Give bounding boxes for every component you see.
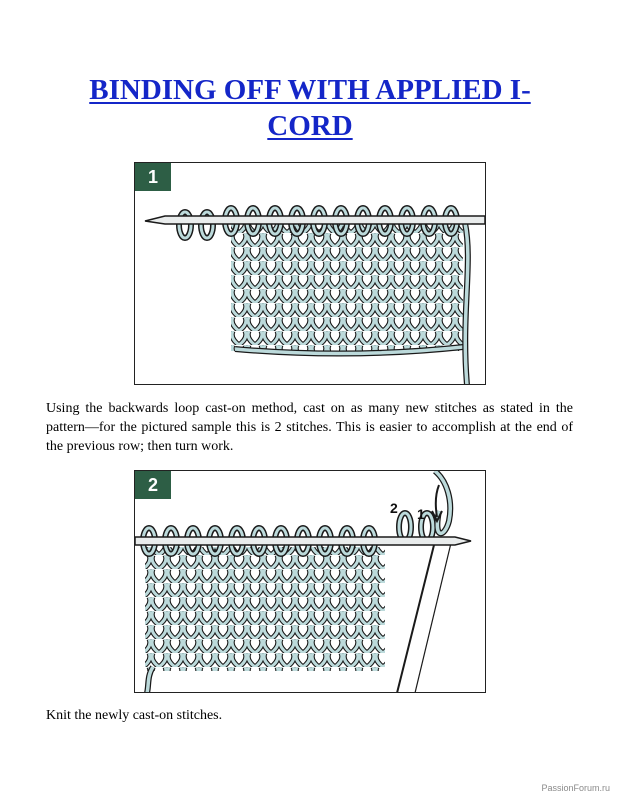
loop-label-1: 1 — [417, 506, 425, 522]
loop-label-2: 2 — [390, 500, 398, 516]
knitting-needle — [145, 216, 485, 224]
step-2-instructions: Knit the newly cast-on stitches. — [46, 708, 223, 723]
step-number-badge: 2 — [135, 471, 171, 499]
step-2-illustration — [134, 470, 486, 693]
knitting-diagram-2 — [135, 471, 486, 693]
step-1-illustration — [134, 162, 486, 385]
knitting-diagram-1 — [135, 163, 486, 385]
step-number-badge: 1 — [135, 163, 171, 191]
watermark: PassionForum.ru — [541, 783, 610, 793]
step-1-instructions: Using the backwards loop cast-on method, cast on as many new stitches as stated in the pattern—for the pictured sample this is 2 stitches. This is easier to accomplish at the end of the previous row; then turn work. — [46, 401, 573, 454]
page-title: BINDING OFF WITH APPLIED I-CORD — [89, 74, 531, 142]
